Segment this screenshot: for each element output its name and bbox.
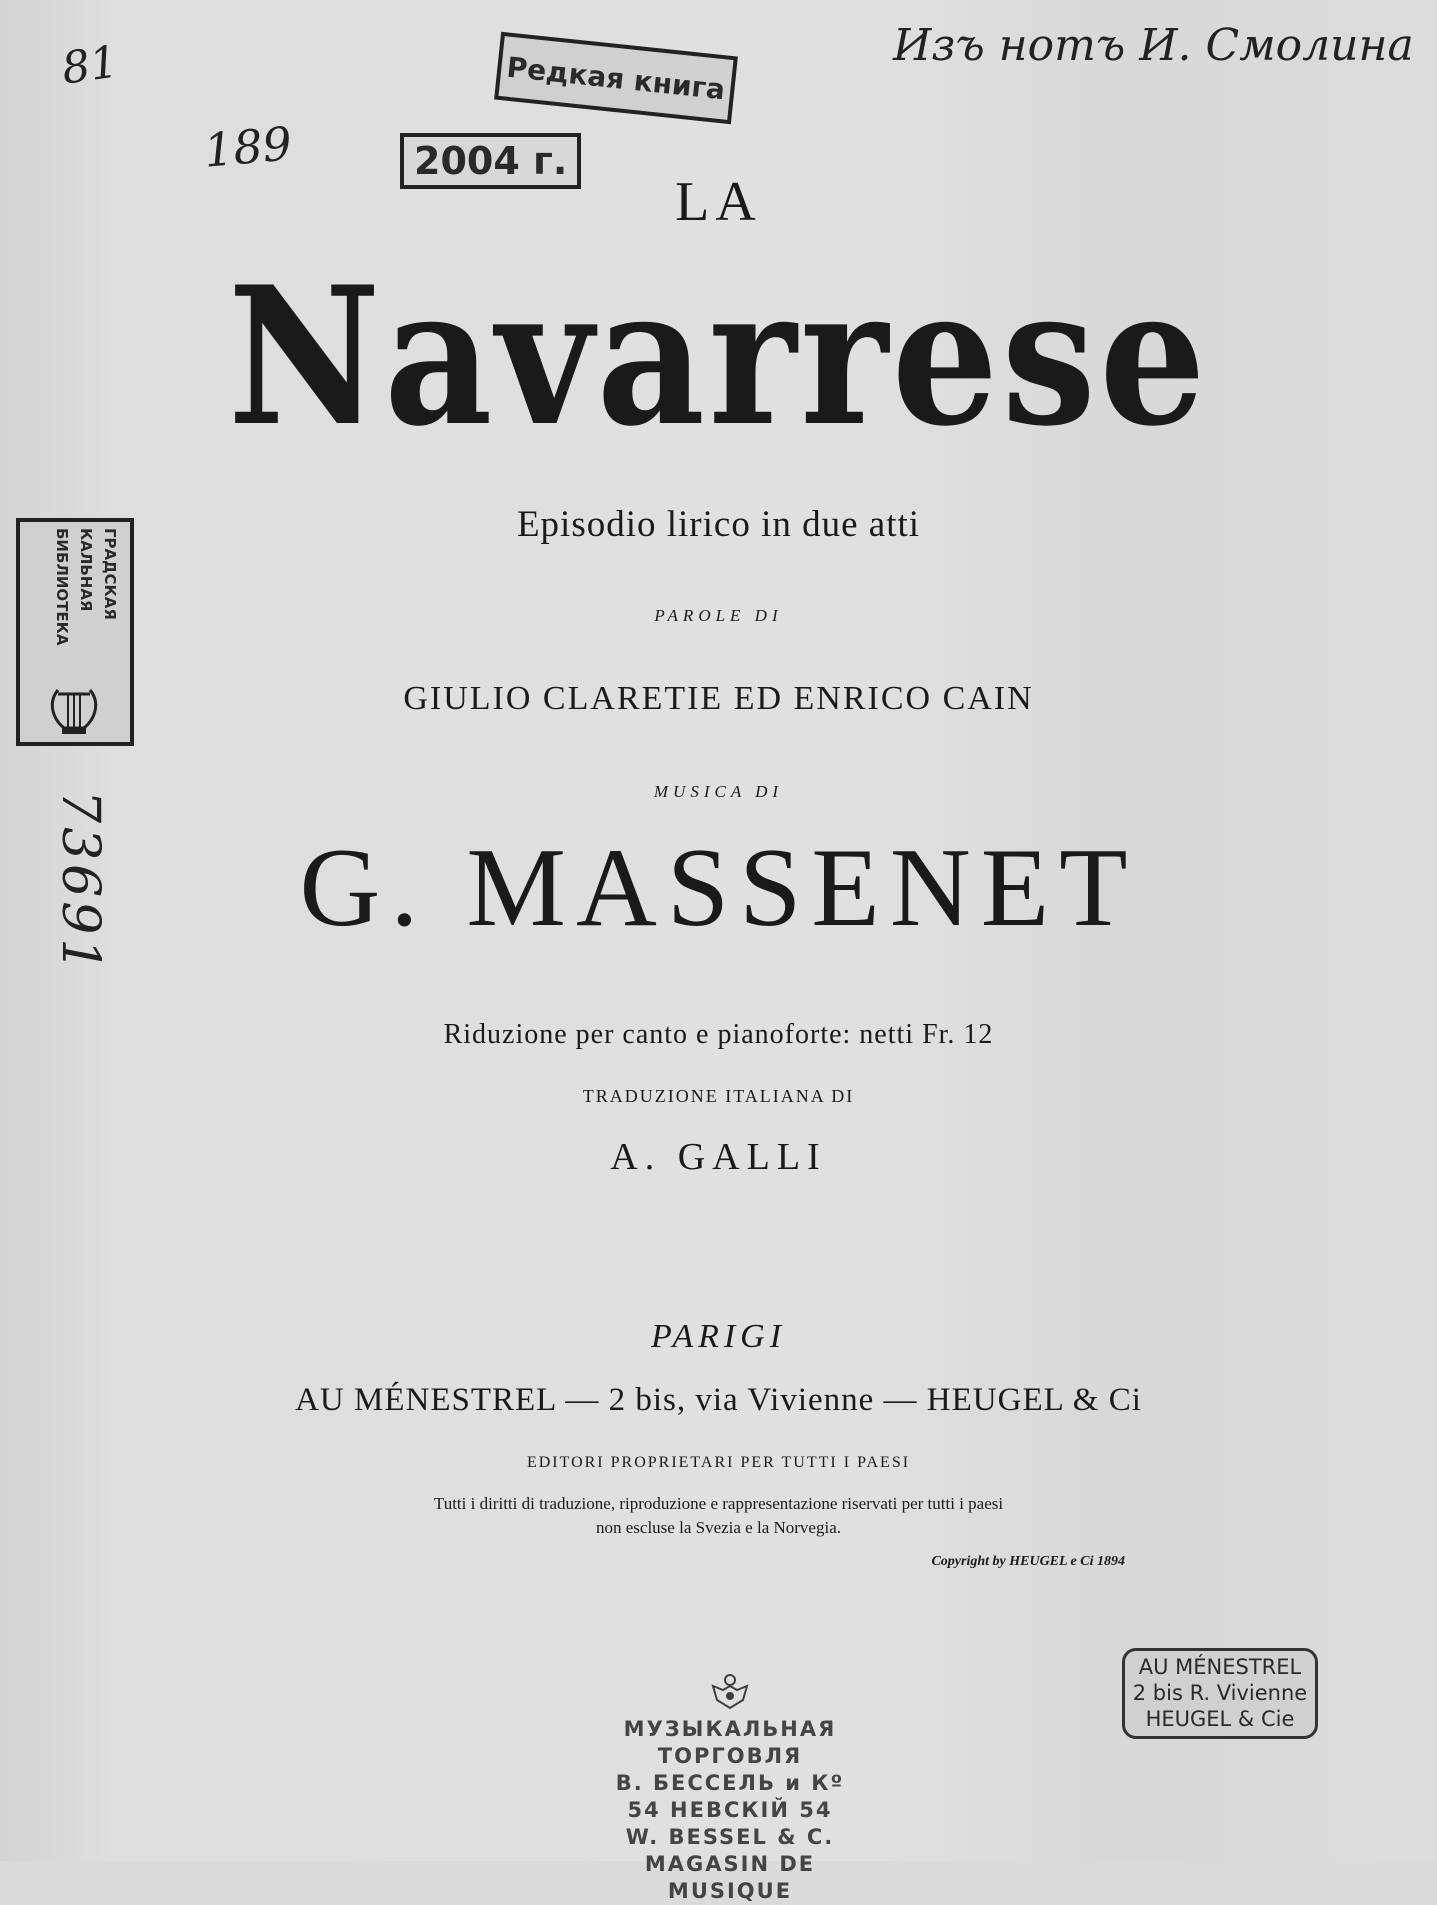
eagle-crest-icon <box>707 1672 753 1712</box>
work-subtitle: Episodio lirico in due atti <box>516 504 921 545</box>
bessel-stamp-line-1: МУЗЫКАЛЬНАЯ ТОРГОВЛЯ <box>623 1717 837 1768</box>
copyright-notice: Copyright by HEUGEL e Ci 1894 <box>931 1554 1125 1569</box>
rights-notice-line-1: Tutti i diritti di traduzione, riproduzione e rappresentazione riservati per tutti i paesi <box>433 1494 1004 1513</box>
rights-notice <box>0 1492 1437 1540</box>
librettists-label: PAROLE DI <box>654 606 783 625</box>
reduction-price-line: Riduzione per canto e pianoforte: netti Fr. 12 <box>443 1019 994 1050</box>
bessel-stamp-line-4: W. BESSEL & C. <box>625 1825 835 1849</box>
menestrel-stamp <box>1122 1648 1318 1739</box>
bessel-shop-stamp <box>580 1672 880 1905</box>
bessel-stamp-line-3: 54 НЕВСКІЙ 54 <box>627 1798 833 1822</box>
publisher-city: PARIGI <box>650 1318 787 1355</box>
title-article: LA <box>675 171 762 233</box>
year-stamp: 2004 г. <box>400 133 581 189</box>
rights-notice-line-2: non escluse la Svezia e la Norvegia. <box>596 1518 841 1537</box>
composer-label: MUSICA DI <box>653 782 784 801</box>
rare-book-stamp: Редкая книга <box>494 32 738 125</box>
composer-name: G. MASSENET <box>299 826 1138 950</box>
bessel-stamp-line-5: MAGASIN DE MUSIQUE <box>644 1852 816 1903</box>
library-stamp-line-1: ГРАДСКАЯ <box>101 528 119 620</box>
bessel-stamp-line-2: В. БЕССЕЛЬ и Кº <box>615 1771 845 1795</box>
publisher-rights-holder-line: EDITORI PROPRIETARI PER TUTTI I PAESI <box>526 1454 911 1471</box>
menestrel-stamp-line-2: 2 bis R. Vivienne <box>1132 1681 1308 1705</box>
translator-name: A. GALLI <box>610 1136 827 1178</box>
library-stamp-line-2: КАЛЬНАЯ <box>77 528 95 612</box>
handwritten-mark-81: 81 <box>58 36 122 95</box>
menestrel-stamp-line-1: AU MÉNESTREL <box>1138 1655 1302 1679</box>
publisher-address-line: AU MÉNESTREL — 2 bis, via Vivienne — HEUGEL & Ci <box>295 1382 1142 1418</box>
librettists: GIULIO CLARETIE ED ENRICO CAIN <box>403 680 1034 717</box>
handwritten-mark-189: 189 <box>201 116 294 178</box>
menestrel-stamp-line-3: HEUGEL & Cie <box>1145 1707 1295 1731</box>
translation-label: TRADUZIONE ITALIANA DI <box>582 1086 855 1106</box>
handwritten-provenance-note: Изъ нотъ И. Смолина <box>893 20 1414 71</box>
handwritten-inventory-number: 73691 <box>50 790 110 976</box>
library-stamp-line-3: БИБЛИОТЕКА <box>53 528 71 646</box>
work-title: Navarrese <box>227 245 1210 468</box>
